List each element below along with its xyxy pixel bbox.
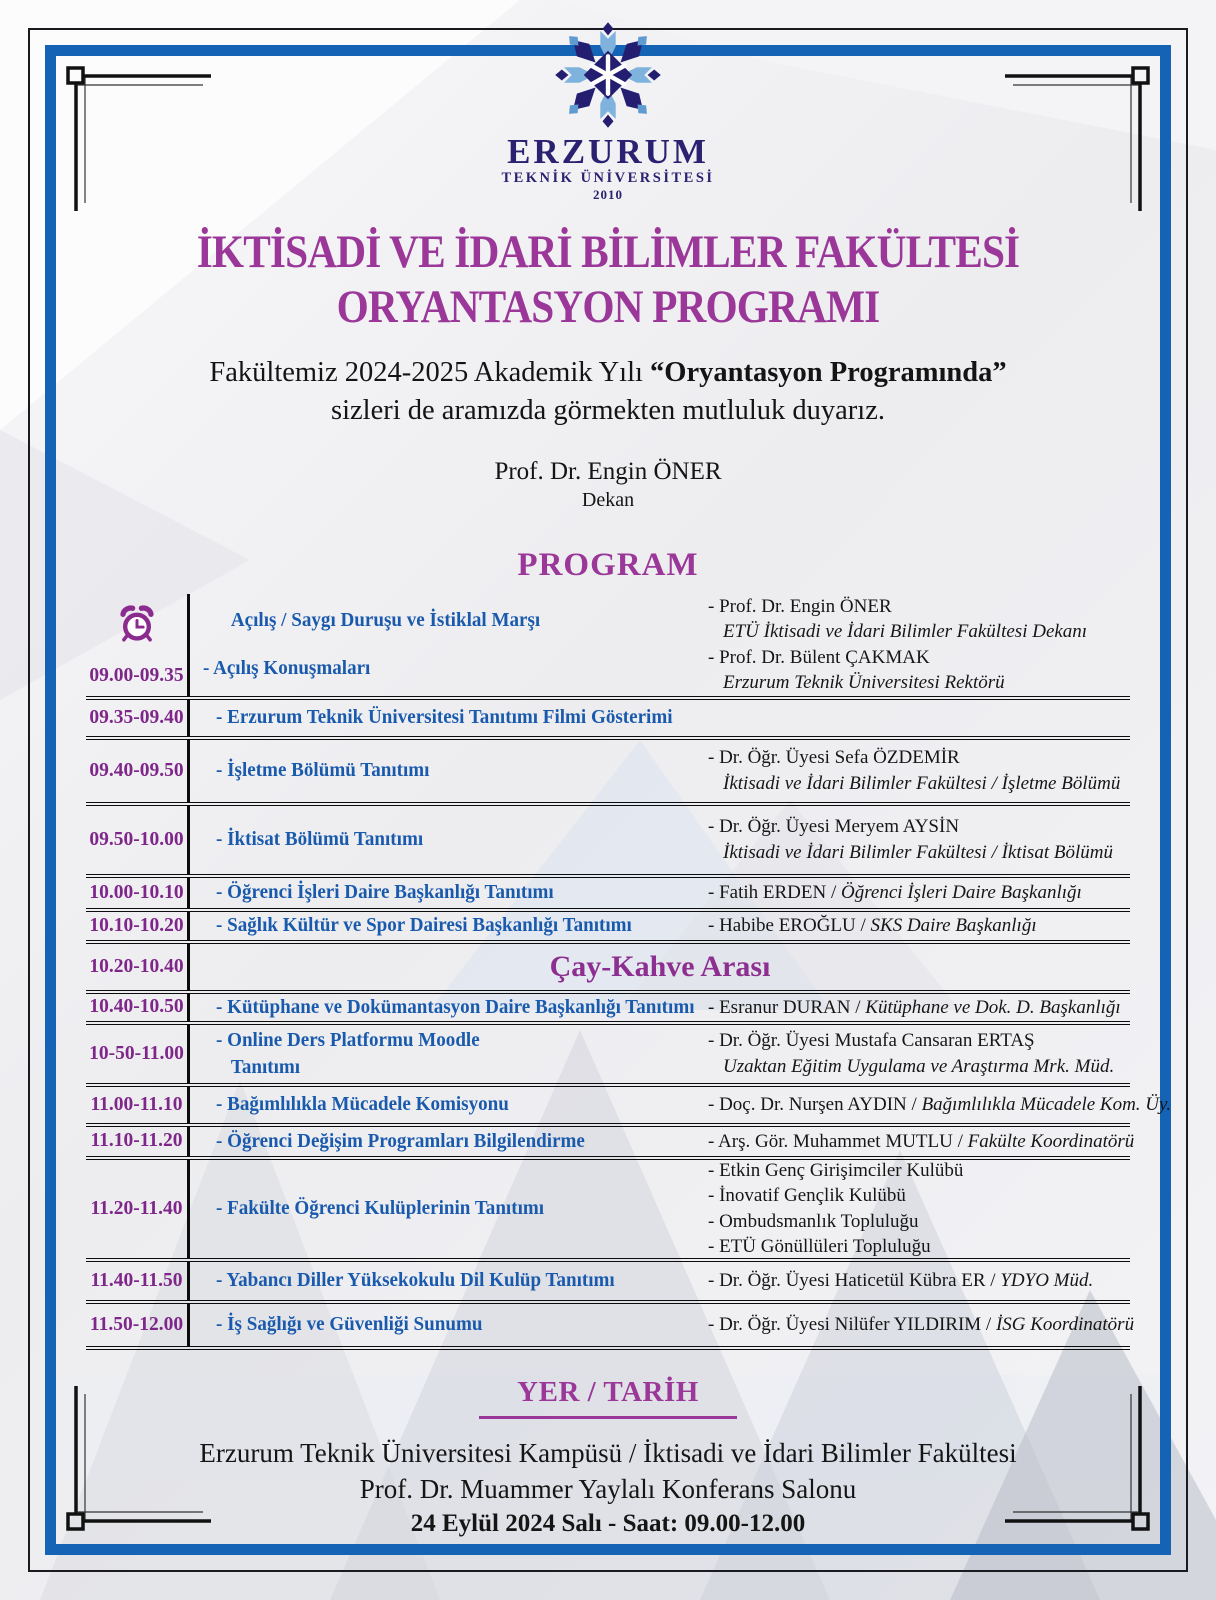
intro-text [86, 354, 1130, 431]
time-label: 11.10-11.20 [90, 1130, 183, 1152]
session-title: - Açılış Konuşmaları [203, 657, 371, 680]
speaker-affiliation: YDYO Müd. [1000, 1270, 1094, 1292]
time-cell [86, 1304, 190, 1346]
time-label: 09.40-09.50 [89, 759, 184, 781]
session-title: - Bağımlılıkla Mücadele Komisyonu [216, 1093, 509, 1116]
speaker-cell [702, 1262, 1130, 1300]
session-cell [190, 1127, 702, 1156]
speaker-cell [702, 740, 1130, 802]
session-title: - Öğrenci İşleri Daire Başkanlığı Tanıtımı [216, 881, 554, 904]
session-title: Açılış / Saygı Duruşu ve İstiklal Marşı [230, 609, 541, 632]
session-title: - İş Sağlığı ve Güvenliği Sunumu [216, 1313, 483, 1336]
speaker-cell [702, 994, 1130, 1021]
table-row [86, 594, 1130, 700]
time-cell [86, 1262, 190, 1300]
session-cell [190, 994, 702, 1021]
table-row [86, 1025, 1130, 1087]
dean-title: Dekan [581, 488, 635, 511]
speaker-affiliation: Fakülte Koordinatörü [967, 1130, 1135, 1152]
time-label: 11.40-11.50 [90, 1269, 183, 1291]
speaker-line [708, 1268, 1130, 1293]
session-title: - Erzurum Teknik Üniversitesi Tanıtımı Filmi Gösterimi [216, 706, 673, 729]
time-label: 11.00-11.10 [90, 1093, 183, 1115]
intro-text-normal: Fakültemiz 2024-2025 Akademik Yılı [209, 356, 651, 388]
speaker-affiliation: Öğrenci İşleri Daire Başkanlığı [841, 882, 1082, 904]
time-label: 10.40-10.50 [89, 996, 184, 1018]
table-row [86, 700, 1130, 740]
table-row [86, 1087, 1172, 1127]
time-label: 10.20-10.40 [89, 955, 184, 977]
speaker-affiliation: İktisadi ve İdari Bilimler Fakültesi / İktisat Bölümü [723, 841, 1113, 863]
time-cell [86, 806, 190, 874]
speaker-affiliation: Uzaktan Eğitim Uygulama ve Araştırma Mrk. Müd. [723, 1055, 1115, 1077]
session-cell [190, 1160, 702, 1258]
time-label: 10-50-11.00 [89, 1042, 184, 1064]
speaker-name: - Doç. Dr. Nurşen AYDIN / [708, 1094, 922, 1116]
session-cell [190, 700, 702, 736]
club-line: - Ombudsmanlık Topluluğu [708, 1210, 919, 1232]
session-cell [190, 1025, 702, 1083]
session-title: - Fakülte Öğrenci Kulüplerinin Tanıtımı [216, 1197, 545, 1220]
time-cell [86, 1127, 190, 1156]
time-cell [86, 878, 190, 908]
speaker-name: - Habibe EROĞLU / [708, 915, 871, 937]
time-cell [86, 994, 190, 1021]
speaker-line: - Dr. Öğr. Üyesi Sefa ÖZDEMİR [708, 747, 960, 769]
table-row [86, 1160, 1130, 1262]
speaker-name: - Dr. Öğr. Üyesi Nilüfer YILDIRIM / [708, 1314, 996, 1336]
table-row [86, 994, 1130, 1025]
logo-founding-year: 2010 [593, 187, 623, 203]
speaker-name: - Esranur DURAN / [708, 996, 866, 1018]
session-cell [190, 594, 702, 696]
speaker-affiliation: İSG Koordinatörü [995, 1314, 1135, 1336]
dean-name: Prof. Dr. Engin ÖNER [494, 457, 722, 485]
session-cell [190, 1304, 702, 1346]
club-line: - Etkin Genç Girişimciler Kulübü [708, 1160, 964, 1182]
speaker-cell [702, 1087, 1171, 1123]
speaker-name: - Arş. Gör. Muhammet MUTLU / [708, 1130, 968, 1152]
session-cell [190, 878, 702, 908]
snowflake-logo-icon [553, 20, 663, 130]
speaker-line: - Prof. Dr. Bülent ÇAKMAK [708, 646, 930, 668]
time-cell [86, 740, 190, 802]
speaker-line [708, 1092, 1171, 1117]
session-title: - İktisat Bölümü Tanıtımı [216, 828, 424, 851]
session-title: - Sağlık Kültür ve Spor Dairesi Başkanlığı Tanıtımı [216, 914, 632, 937]
speaker-line [708, 1312, 1134, 1337]
speaker-name: - Dr. Öğr. Üyesi Haticetül Kübra ER / [708, 1270, 1001, 1292]
intro-text-bold: “Oryantasyon Programında” [650, 356, 1007, 388]
hall-line: Prof. Dr. Muammer Yaylalı Konferans Salonu [359, 1474, 857, 1504]
speaker-affiliation: ETÜ İktisadi ve İdari Bilimler Fakültesi Dekanı [723, 621, 1088, 643]
club-line: - İnovatif Gençlik Kulübü [708, 1185, 906, 1207]
speaker-cell [702, 1160, 1130, 1258]
speaker-affiliation: İktisadi ve İdari Bilimler Fakültesi / İşletme Bölümü [723, 772, 1121, 794]
table-row-break [86, 944, 1130, 994]
time-cell [86, 1025, 190, 1083]
table-row [86, 740, 1130, 806]
session-cell [190, 806, 702, 874]
dean-block [86, 457, 1130, 513]
time-label: 10.10-10.20 [89, 914, 184, 936]
session-title: - Öğrenci Değişim Programları Bilgilendirme [216, 1129, 585, 1152]
venue-line: Erzurum Teknik Üniversitesi Kampüsü / İktisadi ve İdari Bilimler Fakültesi [199, 1437, 1017, 1468]
session-title: Tanıtımı [230, 1055, 301, 1078]
speaker-line: - Prof. Dr. Engin ÖNER [708, 596, 892, 618]
session-title: - Kütüphane ve Dokümantasyon Daire Başkanlığı Tanıtımı [216, 995, 695, 1018]
speaker-affiliation: SKS Daire Başkanlığı [870, 915, 1037, 937]
intro-text-line2: sizleri de aramızda görmekten mutluluk duyarız. [331, 395, 885, 427]
speaker-line [708, 880, 1130, 905]
venue-date-section [86, 1376, 1130, 1542]
speaker-cell [702, 1304, 1134, 1346]
speaker-name: - Fatih ERDEN / [708, 882, 841, 904]
page-title [86, 225, 1130, 336]
session-title: - Yabancı Diller Yüksekokulu Dil Kulüp Tanıtımı [216, 1269, 615, 1292]
time-label: 11.50-12.00 [89, 1313, 184, 1335]
speaker-cell [702, 806, 1130, 874]
program-heading: PROGRAM [517, 546, 699, 583]
club-line: - ETÜ Gönüllüleri Topluluğu [708, 1235, 931, 1257]
logo-university-name: ERZURUM [507, 132, 709, 171]
program-schedule [86, 594, 1172, 1350]
speaker-cell [702, 1025, 1130, 1083]
alarm-clock-icon [116, 603, 158, 645]
speaker-cell [702, 594, 1130, 696]
session-title: - Online Ders Platformu Moodle [216, 1028, 480, 1051]
time-label: 09.50-10.00 [89, 828, 184, 850]
time-label: 09.00-09.35 [89, 664, 184, 686]
venue-date-heading: YER / TARİH [517, 1375, 699, 1408]
speaker-affiliation: Kütüphane ve Dok. D. Başkanlığı [865, 996, 1121, 1018]
session-cell [190, 1262, 702, 1300]
table-row [86, 1262, 1130, 1304]
session-cell [190, 912, 702, 940]
speaker-affiliation: Erzurum Teknik Üniversitesi Rektörü [723, 671, 1005, 693]
speaker-cell [702, 912, 1130, 940]
session-cell [190, 1087, 702, 1123]
speaker-line: - Dr. Öğr. Üyesi Mustafa Cansaran ERTAŞ [708, 1030, 1035, 1052]
time-label: 10.00-10.10 [89, 881, 184, 903]
table-row [86, 912, 1130, 944]
speaker-affiliation: Bağımlılıkla Mücadele Kom. Üy. [921, 1094, 1172, 1116]
speaker-line: - Dr. Öğr. Üyesi Meryem AYSİN [708, 816, 960, 838]
table-row [86, 878, 1130, 912]
page-title-line1: İKTİSADİ VE İDARİ BİLİMLER FAKÜLTESİ [196, 225, 1020, 278]
time-label: 09.35-09.40 [89, 706, 184, 728]
time-cell [86, 700, 190, 736]
table-row [86, 806, 1130, 878]
time-cell [86, 1087, 190, 1123]
speaker-line [708, 913, 1130, 938]
speaker-cell [702, 700, 1130, 736]
time-cell [86, 594, 190, 696]
speaker-line [708, 995, 1130, 1020]
date-time-line: 24 Eylül 2024 Salı - Saat: 09.00-12.00 [410, 1510, 806, 1538]
speaker-cell [702, 878, 1130, 908]
time-cell [86, 912, 190, 940]
logo-university-subtitle: TEKNİK ÜNİVERSİTESİ [501, 170, 715, 186]
session-title: - İşletme Bölümü Tanıtımı [216, 759, 430, 782]
table-row [86, 1304, 1135, 1350]
session-cell [190, 740, 702, 802]
heading-underline [479, 1416, 737, 1419]
time-cell [86, 1160, 190, 1258]
page-title-line2: ORYANTASYON PROGRAMI [336, 281, 880, 334]
time-cell [86, 944, 190, 990]
break-label: Çay-Kahve Arası [549, 949, 771, 983]
time-label: 11.20-11.40 [90, 1197, 183, 1219]
table-row [86, 1127, 1135, 1160]
speaker-cell [702, 1127, 1134, 1156]
speaker-line [708, 1129, 1134, 1154]
university-logo [86, 0, 1130, 203]
